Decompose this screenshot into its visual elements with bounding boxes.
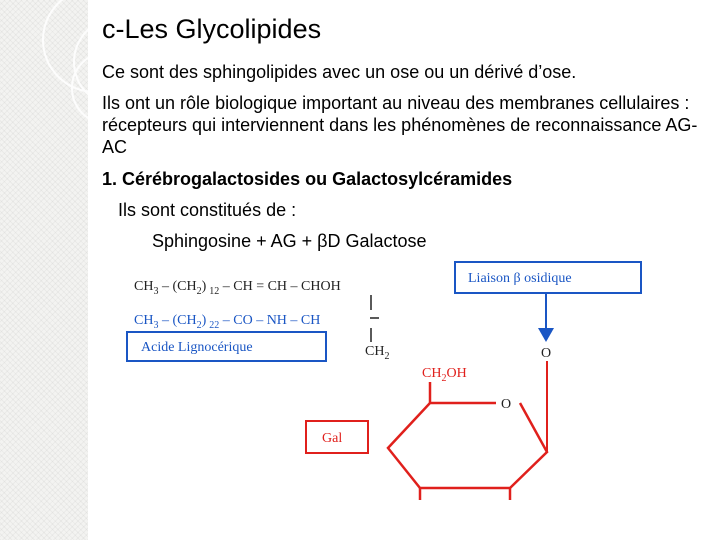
ring-oxygen: O	[501, 397, 512, 412]
arrow-head	[538, 328, 554, 342]
constitution-text: Ils sont constitués de :	[118, 200, 297, 220]
ch2-group: $CH_2$	[365, 344, 390, 362]
acid-label: Acide Lignocérique	[141, 340, 253, 355]
ch2oh-group: $CH_2OH$	[422, 366, 467, 384]
sphingosine-chain-formula: $CH_3 - (CH_2)$ $_{12}$ – CH = CH – CHOH	[134, 279, 341, 297]
galactose-ring	[388, 382, 547, 500]
liaison-label: Liaison β osidique	[468, 271, 572, 286]
definition-text: Ce sont des sphingolipides avec un ose ou un dérivé d’ose.	[102, 62, 577, 82]
composition-formula: Sphingosine + AG + βD Galactose	[152, 231, 427, 251]
slide-title: c-Les Glycolipides	[102, 14, 322, 44]
glycosidic-oxygen: O	[541, 346, 552, 361]
gal-label: Gal	[322, 431, 343, 446]
section-heading: 1. Cérébrogalactosides ou Galactosylcéramides	[102, 169, 513, 189]
fatty-acid-chain-formula: $CH_3 - (CH_2)$ $_{22}$ – CO – NH – CH	[134, 313, 321, 331]
role-text: Ils ont un rôle biologique important au niveau des membranes cellulaires : récepteurs qui interviennent dans les phénomènes de reconnaissance AG-AC	[102, 93, 698, 157]
